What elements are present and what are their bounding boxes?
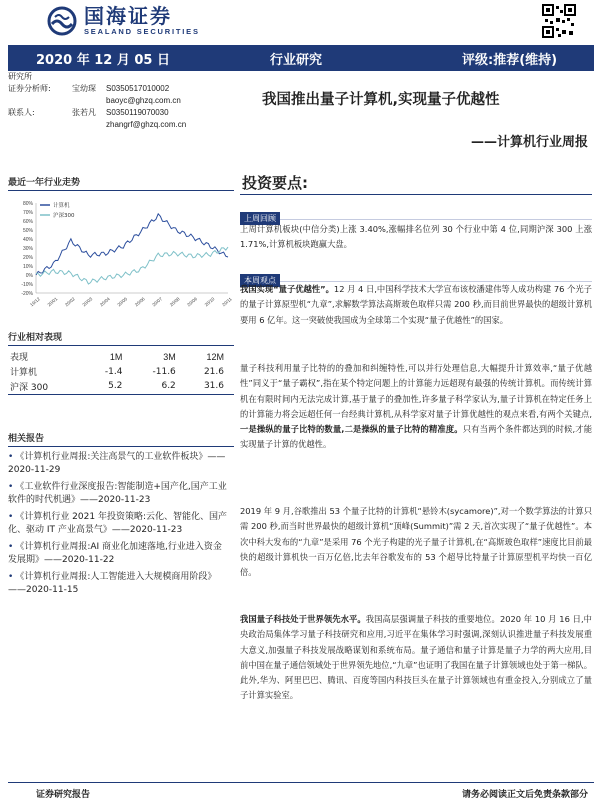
report-link-text: 《工业软件行业深度报告:智能制造+国产化,国产工业软件的时代机遇》——2020-11-23 bbox=[8, 482, 227, 505]
series-line bbox=[36, 247, 228, 284]
reports-title: 相关报告 bbox=[8, 431, 234, 447]
table-header-cell: 12M bbox=[206, 351, 224, 362]
report-date: 2020 年 12 月 05 日 bbox=[36, 52, 170, 68]
report-link[interactable] bbox=[8, 511, 234, 537]
table-cell: 6.2 bbox=[132, 379, 185, 394]
y-tick-label: -10% bbox=[21, 282, 33, 288]
page-footer bbox=[8, 782, 594, 800]
table-cell: 沪深 300 bbox=[8, 379, 88, 394]
contact-label: 联系人: bbox=[8, 108, 35, 117]
report-link[interactable] bbox=[8, 571, 234, 597]
report-rating: 评级:推荐(维持) bbox=[462, 52, 558, 68]
bullet-icon: • bbox=[8, 512, 14, 522]
table-row bbox=[8, 379, 234, 394]
report-link-text: 《计算机行业周报:关注高景气的工业软件板块》——2020-11-29 bbox=[8, 452, 226, 475]
bullet-icon: • bbox=[8, 542, 14, 552]
analyst-name: 宝幼琛 bbox=[72, 84, 96, 93]
view-tag: 本周观点 bbox=[240, 274, 280, 287]
report-link[interactable] bbox=[8, 541, 234, 567]
table-header-cell: 3M bbox=[163, 351, 176, 362]
table-header-cell: 表现 bbox=[10, 352, 29, 362]
qr-code-icon bbox=[542, 4, 576, 38]
y-tick-label: -20% bbox=[21, 291, 33, 297]
table-header-cell: 1M bbox=[109, 351, 123, 362]
y-tick-label: 10% bbox=[22, 264, 33, 270]
legend-label: 沪深300 bbox=[53, 213, 75, 219]
contact-name: 张若凡 bbox=[72, 108, 96, 117]
x-tick-label: 20/04 bbox=[98, 296, 111, 308]
institute-label: 研究所 bbox=[8, 72, 32, 81]
y-tick-label: 30% bbox=[22, 246, 33, 252]
table-cell: -1.4 bbox=[104, 366, 123, 377]
footer-disclaimer: 请务必阅读正文后免责条款部分 bbox=[461, 790, 588, 800]
x-tick-label: 20/09 bbox=[186, 296, 199, 308]
x-tick-label: 20/06 bbox=[133, 296, 146, 308]
trend-chart bbox=[8, 195, 234, 313]
y-tick-label: 70% bbox=[22, 210, 33, 216]
paragraph-4-lead: 我国量子科技处于世界领先水平。 bbox=[240, 614, 366, 624]
table-header-row bbox=[8, 349, 234, 364]
paragraph-4-text: 我国高层强调量子科技的重要地位。2020 年 10 月 16 日,中央政治局集体学习量子科技研究和应用,习近平在集体学习时强调,深刻认识推进量子科技发展重大意义,加强量子科技发展战略谋划和系统布局。量子通信和量子计算是量子力学的两大应用,目前中国在量子通信领域处于世界领先地位,“九章”也证明了我国在量子计算领域也处于第一梯队。 此外,华为、阿里巴巴、腾讯、百度等国内科技巨头在量子计算领域也有重金投入,分别成立了量子计算实验室。 bbox=[240, 614, 592, 701]
x-tick-label: 20/11 bbox=[221, 296, 233, 308]
sealand-logo-icon bbox=[46, 6, 78, 36]
report-type: 行业研究 bbox=[270, 52, 323, 68]
report-banner bbox=[8, 45, 594, 71]
divider bbox=[240, 194, 592, 195]
legend-label: 计算机 bbox=[53, 203, 70, 209]
y-tick-label: 60% bbox=[22, 219, 33, 225]
analyst-label: 证券分析师: bbox=[8, 84, 51, 93]
report-link-text: 《计算机行业周报:人工智能进入大规模商用阶段》——2020-11-15 bbox=[8, 572, 217, 595]
review-tag: 上周回顾 bbox=[240, 212, 280, 225]
table-cell: 31.6 bbox=[186, 379, 234, 394]
bullet-icon: • bbox=[8, 452, 14, 462]
x-tick-label: 20/03 bbox=[81, 296, 94, 308]
analyst-info bbox=[8, 71, 234, 131]
performance-section bbox=[8, 330, 234, 395]
reports-list bbox=[8, 451, 234, 597]
company-logo bbox=[46, 5, 200, 36]
paragraph-1-text: 12 月 4 日,中国科学技术大学宣布该校潘建伟等人成功构建 76 个光子的量子计算原型机“九章”,求解数学算法高斯玻色取样只需 200 秒,而目前世界最快的超级计算机要用 6 亿年。这一突破使我国成为全球第二个实现“量子优越性”的国家。 bbox=[240, 284, 592, 325]
paragraph-1-lead: 我国实现“量子优越性”。 bbox=[240, 284, 334, 294]
analyst-email[interactable]: baoyc@ghzq.com.cn bbox=[106, 96, 181, 105]
table-cell: -11.6 bbox=[152, 366, 176, 377]
paragraph-1 bbox=[240, 282, 592, 328]
x-tick-label: 19/12 bbox=[29, 296, 41, 308]
x-tick-label: 20/05 bbox=[116, 296, 129, 308]
report-subtitle: ——计算机行业周报 bbox=[470, 135, 588, 150]
paragraph-4 bbox=[240, 612, 592, 704]
contact-email[interactable]: zhangrf@ghzq.com.cn bbox=[106, 120, 187, 129]
performance-table bbox=[8, 349, 234, 395]
contact-cert: S0350119070030 bbox=[106, 108, 169, 117]
review-tag-bar bbox=[240, 206, 592, 223]
y-tick-label: 50% bbox=[22, 228, 33, 234]
x-tick-label: 20/01 bbox=[46, 296, 59, 308]
page-header bbox=[0, 0, 600, 45]
bullet-icon: • bbox=[8, 482, 14, 492]
related-reports bbox=[8, 431, 234, 601]
table-row bbox=[8, 364, 234, 379]
report-link[interactable] bbox=[8, 451, 234, 477]
y-tick-label: 0% bbox=[25, 273, 33, 279]
y-tick-label: 20% bbox=[22, 255, 33, 261]
logo-chinese-name: 国海证券 bbox=[84, 4, 172, 28]
logo-english-name: SEALAND SECURITIES bbox=[84, 27, 200, 36]
report-link-text: 《计算机行业 2021 年投资策略:云化、智能化、国产化、驱动 IT 产业高景气》——2020-11-23 bbox=[8, 512, 227, 535]
y-tick-label: 80% bbox=[22, 201, 33, 207]
paragraph-3: 2019 年 9 月,谷歌推出 53 个量子比特的计算机“悬铃木(sycamore)”,对一个数学算法的计算只需 200 秒,而当时世界最快的超级计算机“顶峰(Summit)”需 2 天,首次实现了“量子优越性”。本次中科大发布的“九章”是采用 76 个光子构建的光子量子计算机,在“高斯玻色取样”速度比目前最快的超级计算机快一百万亿倍,比去年谷歌发布的 53 个超导比特量子计算原型机平均快一百亿倍。 bbox=[240, 506, 592, 578]
x-tick-label: 20/10 bbox=[203, 296, 216, 308]
bullet-icon: • bbox=[8, 572, 14, 582]
series-line bbox=[36, 214, 228, 275]
report-title: 我国推出量子计算机,实现量子优越性 bbox=[262, 92, 500, 108]
table-cell: 21.6 bbox=[203, 366, 224, 377]
trend-title: 最近一年行业走势 bbox=[8, 175, 234, 191]
paragraph-2 bbox=[240, 361, 592, 453]
report-link-text: 《计算机行业周报:AI 商业化加速落地,行业进入资金发展期》——2020-11-22 bbox=[8, 542, 222, 565]
paragraph-2-emphasis: 一是操纵的量子比特的数量,二是操纵的量子比特的精准度。 bbox=[240, 424, 463, 435]
analyst-cert: S0350517010002 bbox=[106, 84, 170, 93]
view-tag-bar bbox=[240, 268, 592, 285]
trend-section bbox=[8, 175, 234, 317]
paragraph-2-tail: 只有当两个条件都达到的时候,才能实现量子计算的优越性。 bbox=[240, 424, 593, 450]
review-paragraph: 上周计算机板块(中信分类)上涨 3.40%,涨幅排名位列 30 个行业中第 4 位,同期沪深 300 上涨 1.71%,计算机板块跑赢大盘。 bbox=[240, 224, 592, 250]
x-tick-label: 20/07 bbox=[151, 296, 164, 308]
x-tick-label: 20/02 bbox=[64, 296, 76, 308]
report-link[interactable] bbox=[8, 481, 234, 507]
table-cell: 计算机 bbox=[10, 368, 38, 378]
invest-heading: 投资要点: bbox=[242, 174, 308, 192]
footer-left: 证券研究报告 bbox=[36, 790, 91, 800]
table-cell: 5.2 bbox=[88, 379, 132, 394]
perf-title: 行业相对表现 bbox=[8, 330, 234, 346]
paragraph-2-text: 量子科技利用量子比特的的叠加和纠缠特性,可以并行处理信息,大幅提升计算效率,“量子优越性”同义于“量子霸权”,指在某个特定问题上的计算能力远超现有最强的传统计算机。而传统计算机在有限时间内无法完成计算,基于量子的叠加性,许多量子科学家认为,量子计算机在特定任务上的计算能力将会远超任何一台经典计算机,从科学家对量子计算优越性的观点来看,有两个关键点, bbox=[240, 363, 592, 419]
x-tick-label: 20/08 bbox=[168, 296, 181, 308]
y-tick-label: 40% bbox=[22, 237, 33, 243]
